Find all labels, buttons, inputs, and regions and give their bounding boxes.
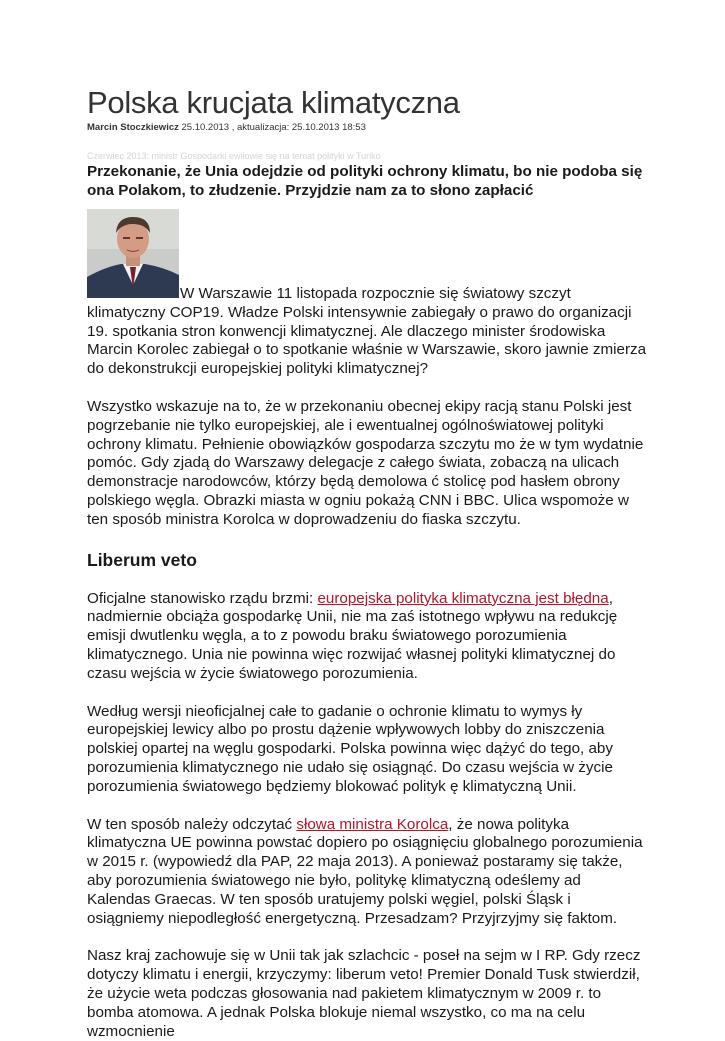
article-date: 25.10.2013 , aktualizacja: 25.10.2013 18:53 — [178, 122, 366, 133]
paragraph-1: W Warszawie 11 listopada rozpocznie się światowy szczyt klimatyczny COP19. Władze Polski intensywnie zabiegały o prawo do organizacji 19. spotkania stron konwencji klimatycznej. Ale dlaczego minister środowiska Marcin Korolec zabiegał o to spotkanie właśnie w Warszawie, skoro jawnie zmierza do dekonstrukcji europejskiej polityki klimatycznej? — [87, 285, 647, 378]
link-polityka-klimatyczna[interactable]: europejska polityka klimatyczna jest błędna — [317, 589, 609, 607]
paragraph-6: Nasz kraj zachowuje się w Unii tak jak szlachcic - poseł na sejm w I RP. Gdy rzecz dotyczy klimatu i energii, krzyczymy: liberum veto! Premier Donald Tusk stwierdził, że użycie weta podczas głosowania nad pakietem klimatycznym w 2009 r. to bomba atomowa. A jednak Polska blokuje niemal wszystko, co ma na celu wzmocnienie — [87, 947, 641, 1040]
article-lead: Przekonanie, że Unia odejdzie od polityki ochrony klimatu, bo nie podoba się ona Polakom, to złudzenie. Przyjdzie nam za to słono zapłacić — [87, 163, 643, 199]
article-title: Polska krucjata klimatyczna — [87, 85, 460, 120]
link-slowa-ministra[interactable]: słowa ministra Korolca — [296, 815, 449, 833]
faint-caption: Czerwiec 2013: ministr Gospodarki ewiłowie się na temat polityki w Turiko — [87, 151, 381, 161]
author-photo — [87, 209, 179, 298]
article-meta — [87, 122, 647, 134]
article — [87, 84, 647, 1041]
paragraph-4: Według wersji nieoficjalnej całe to gadanie o ochronie klimatu to wymys ły europejskiej lewicy albo po prostu dążenie wpływowych lobby do zniszczenia polskiej opartej na węglu gospodarki. Polska powinna więc dążyć do tego, aby porozumienia klimatycznego nie udało się osiągnąć. Do czasu wejścia w życie porozumienia światowego będziemy blokować polityk ę klimatyczną Unii. — [87, 702, 613, 795]
author-name[interactable]: Marcin Stoczkiewicz — [87, 122, 179, 133]
paragraph-3: Oficjalne stanowisko rządu brzmi: europejska polityka klimatyczna jest błędna, nadmiernie obciąża gospodarkę Unii, nie ma zaś istotnego wpływu na redukcję emisji dwutlenku węgla, a to z powodu braku światowego porozumienia klimatycznego. Unia nie powinna więc rozwijać własnej polityki klimatycznej do czasu wejścia w życie światowego porozumienia. — [87, 589, 618, 682]
paragraph-2: Wszystko wskazuje na to, że w przekonaniu obecnej ekipy racją stanu Polski jest pogrzebanie nie tylko europejskiej, ale i ewentualnej ogólnoświatowej polityki ochrony klimatu. Pełnienie obowiązków gospodarza szczytu mo że w tym wydatnie pomóc. Gdy zjadą do Warszawy delegacje z całego świata, zobaczą na ulicach demonstracje narodowców, którzy będą demolowa ć stolicę pod hasłem obrony polskiego węgla. Obrazki miasta w ogniu pokażą CNN i BBC. Ulica wspomoże w ten sposób ministra Korolca w doprowadzeniu do fiaska szczytu. — [87, 397, 644, 528]
paragraph-5: W ten sposób należy odczytać słowa ministra Korolca, że nowa polityka klimatyczna UE powinna powstać dopiero po osiągnięciu globalnego porozumienia w 2015 r. (wypowiedź dla PAP, 22 maja 2013). A ponieważ postaramy się także, aby porozumienia światowego nie było, politykę klimatyczną odeślemy ad Kalendas Graecas. W ten sposób uratujemy polski węgiel, polski Śląsk i osiągniemy niepodległość energetyczną. Przesadzam? Przyjrzyjmy się faktom. — [87, 815, 643, 927]
section-heading: Liberum veto — [87, 549, 197, 570]
